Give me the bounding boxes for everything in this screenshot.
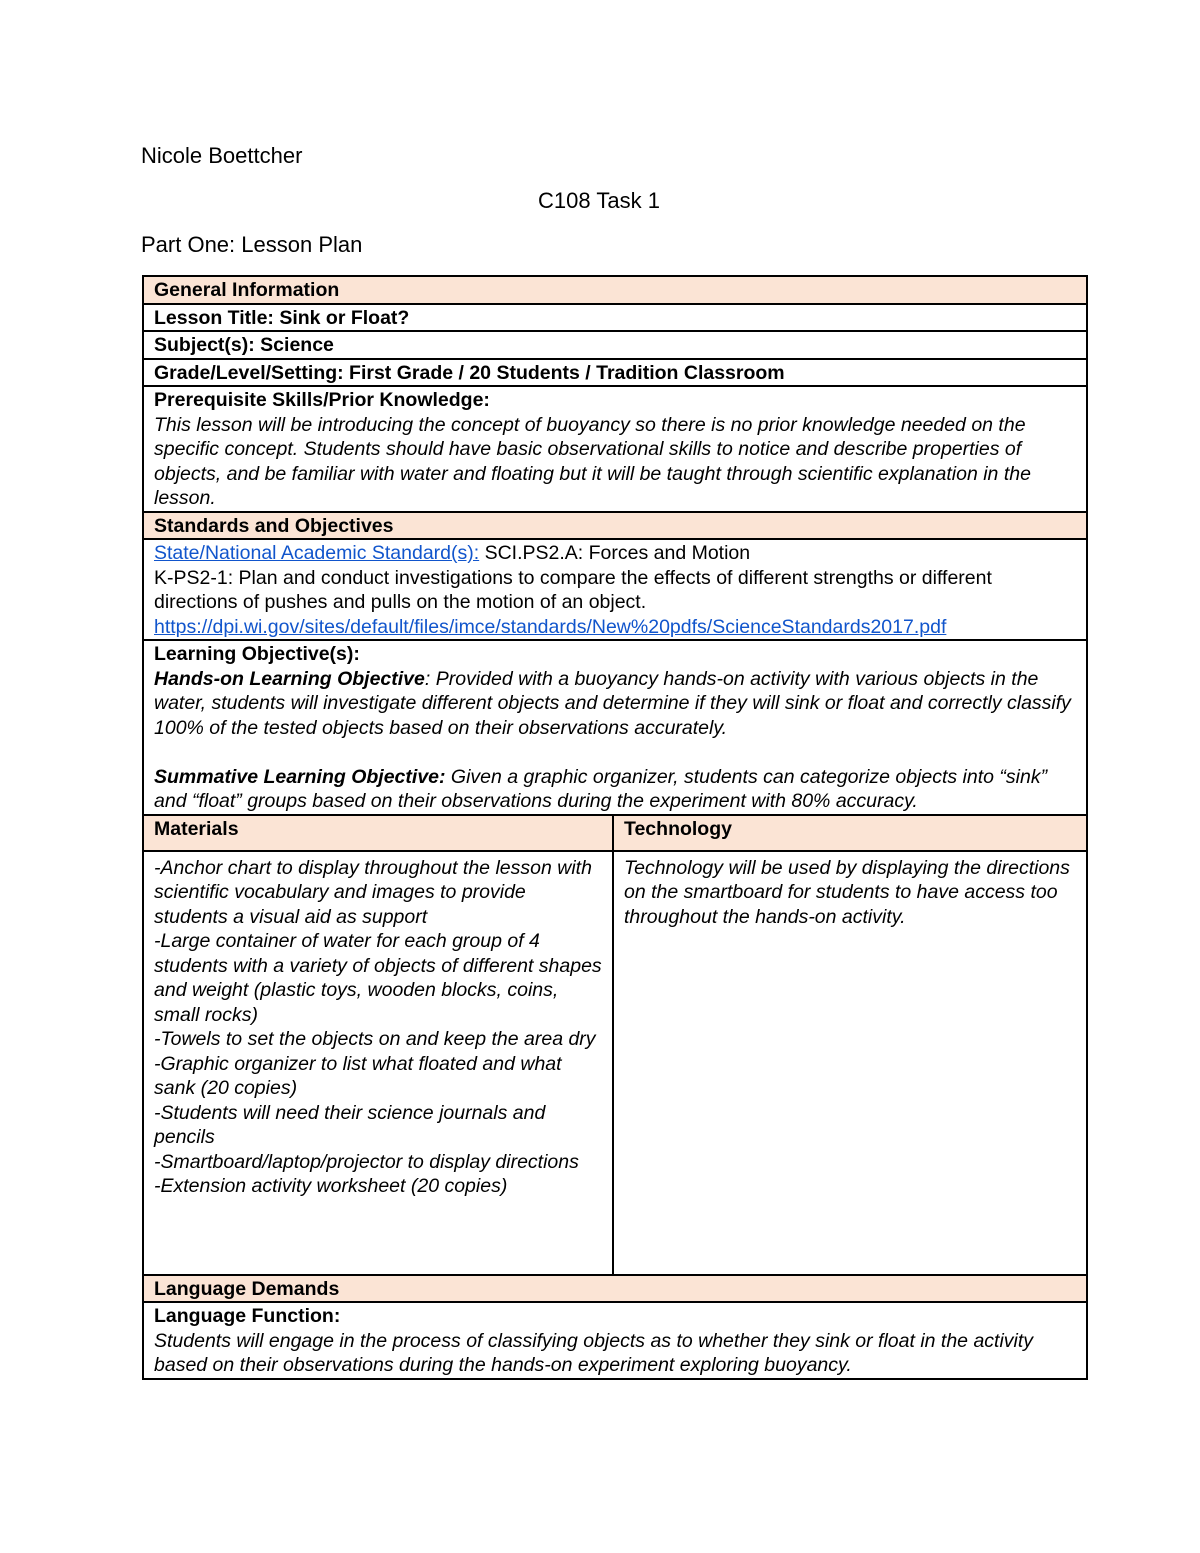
- hands-on-objective-text: : Provided with a buoyancy hands-on activity with various objects in the water, students will investigate different objects and determine if they will sink or float and correctly classify 100% of the tested objects based on their observations accurately.: [154, 667, 1071, 739]
- document-title: [0, 188, 1200, 214]
- summative-objective-text: Given a graphic organizer, students can categorize objects into “sink” and “float” groups based on their observations during the experiment with 80% accuracy.: [154, 765, 1048, 812]
- summative-objective-label: Summative Learning Objective:: [154, 765, 446, 788]
- materials-heading: Materials: [143, 815, 613, 851]
- technology-text: Technology will be used by displaying the directions on the smartboard for students to have access too throughout the hands-on activity.: [613, 851, 1087, 1275]
- materials-item: -Extension activity worksheet (20 copies): [154, 1175, 508, 1197]
- standards-cell: [143, 539, 1087, 640]
- materials-item: -Smartboard/laptop/projector to display directions: [154, 1150, 579, 1173]
- lesson-title: Lesson Title: Sink or Float?: [143, 304, 1087, 332]
- standards-heading: Standards and Objectives: [143, 512, 1087, 540]
- objectives-cell: [143, 640, 1087, 815]
- language-function-label: Language Function:: [154, 1305, 341, 1327]
- materials-item: -Towels to set the objects on and keep the area dry: [154, 1028, 596, 1050]
- part-heading: Part One: Lesson Plan: [141, 232, 363, 257]
- standard-code: SCI.PS2.A: Forces and Motion: [479, 542, 751, 564]
- language-function-text: Students will engage in the process of classifying objects as to whether they sink or float in the activity based on their observations during the hands-on experiment exploring buoyancy.: [154, 1329, 1034, 1376]
- lesson-plan-table: [142, 275, 1088, 1380]
- objectives-label: Learning Objective(s):: [154, 643, 360, 665]
- standards-link[interactable]: State/National Academic Standard(s):: [154, 542, 480, 564]
- prerequisite-label: Prerequisite Skills/Prior Knowledge:: [154, 389, 490, 411]
- prerequisite-cell: [143, 386, 1087, 512]
- general-info-row: [143, 276, 1087, 304]
- language-demands-heading: Language Demands: [143, 1275, 1087, 1303]
- grade-level-setting: Grade/Level/Setting: First Grade / 20 Students / Tradition Classroom: [143, 359, 1087, 387]
- general-info-heading: General Information: [143, 276, 1087, 304]
- standards-url-link[interactable]: https://dpi.wi.gov/sites/default/files/imce/standards/New%20pdfs/ScienceStandards2017.pdf: [154, 615, 947, 638]
- materials-item: -Large container of water for each group of 4 students with a variety of objects of different shapes and weight (plastic toys, wooden blocks, coins, small rocks): [154, 930, 602, 1026]
- standard-description: K-PS2-1: Plan and conduct investigations to compare the effects of different strengths or different directions of pushes and pulls on the motion of an object.: [154, 566, 992, 613]
- prerequisite-text: This lesson will be introducing the concept of buoyancy so there is no prior knowledge needed on the specific concept. Students should have basic observational skills to notice and describe properties of objects, and be familiar with water and floating but it will be taught through scientific explanation in the lesson.: [154, 413, 1031, 509]
- document-title-text: C108 Task 1: [538, 188, 660, 213]
- materials-item: -Anchor chart to display throughout the lesson with scientific vocabulary and images to provide students a visual aid as support: [154, 856, 592, 928]
- materials-item: -Students will need their science journals and pencils: [154, 1101, 546, 1148]
- language-function-cell: [143, 1302, 1087, 1379]
- technology-heading: Technology: [613, 815, 1087, 851]
- hands-on-objective-label: Hands-on Learning Objective: [154, 667, 425, 690]
- materials-cell: [143, 851, 613, 1275]
- subjects: Subject(s): Science: [143, 331, 1087, 359]
- materials-item: -Graphic organizer to list what floated and what sank (20 copies): [154, 1052, 562, 1099]
- author-name: Nicole Boettcher: [141, 143, 303, 168]
